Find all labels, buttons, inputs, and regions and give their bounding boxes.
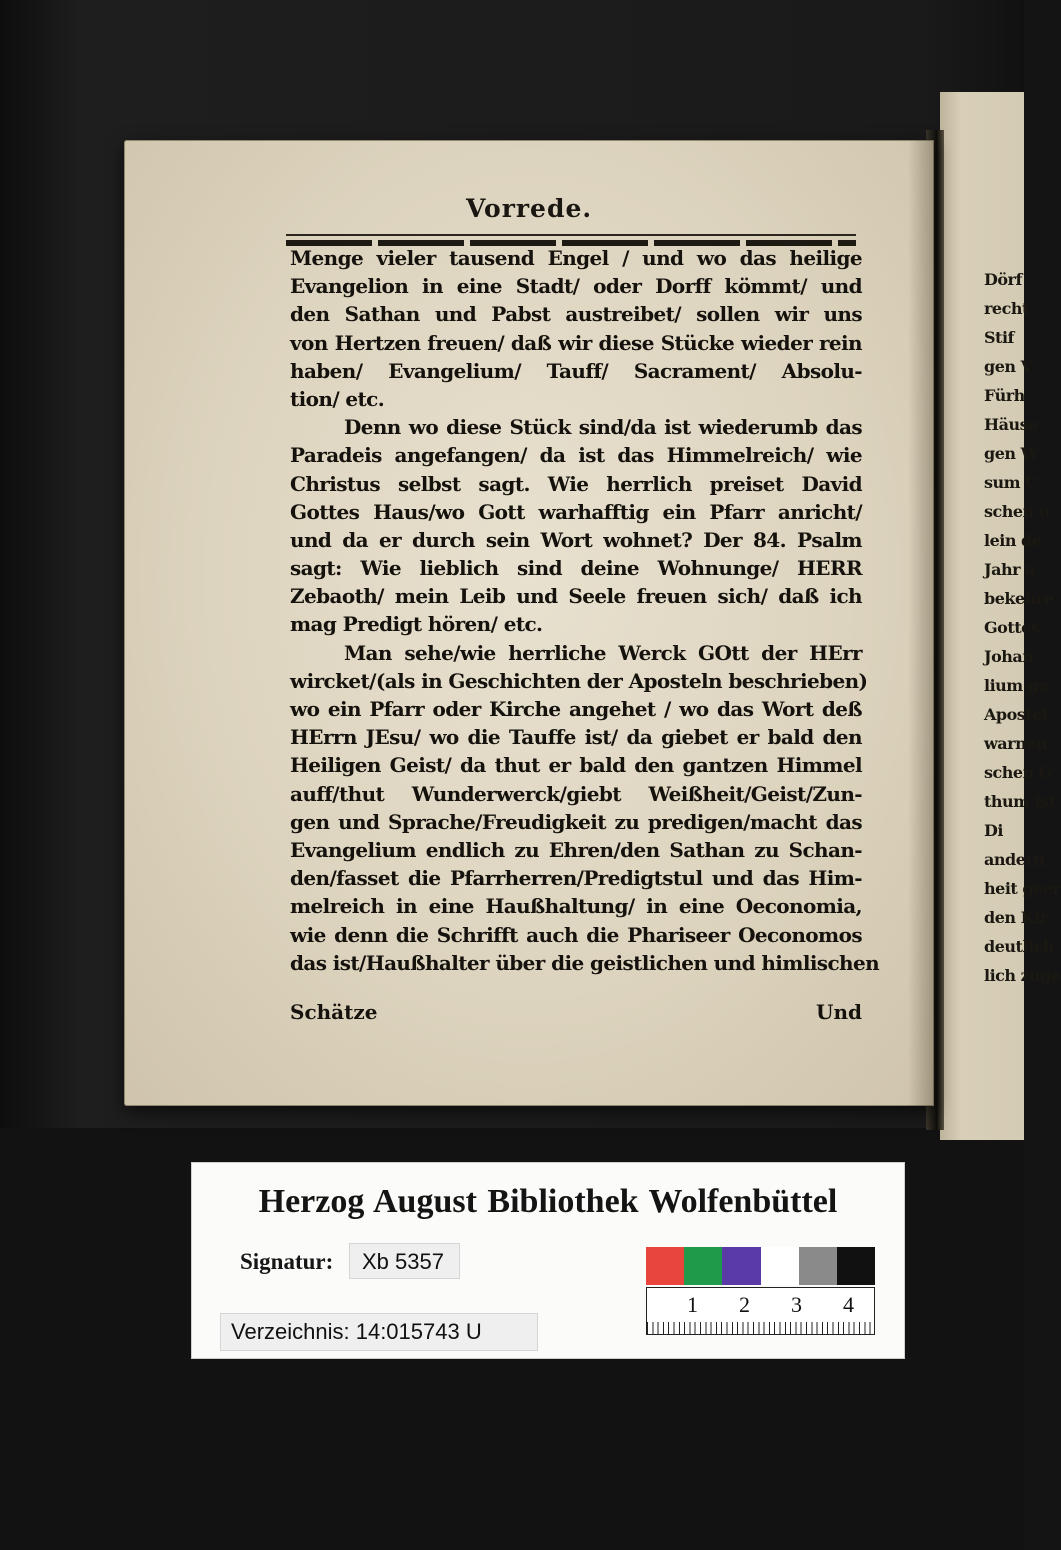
library-card [191,1162,905,1359]
color-swatch [722,1247,760,1285]
text-line: gen und Sprache/Freudigkeit zu predigen/macht das [290,809,862,834]
facing-page-line: thum ist [984,792,1056,811]
color-swatch [761,1247,799,1285]
facing-page-line: deutlich [984,937,1054,956]
facing-page-line: Apostel [984,705,1048,724]
text-line: sagt: Wie lieblich sind deine Wohnunge/ HERR [290,556,862,581]
measurement-scale [646,1287,875,1335]
text-line: HErrn JEsu/ wo die Tauffe ist/ da giebet er bald den [290,725,862,750]
facing-page-line: lium ge [984,676,1049,695]
text-line: Menge vieler tausend Engel / und wo das heilige [290,246,862,270]
text-line: Paradeis angefangen/ da ist das Himmelreich/ wie [290,443,862,468]
signatur-label: Signatur: [240,1249,334,1274]
text-line: Christus selbst sagt. Wie herrlich preiset David [290,471,862,496]
scale-number: 4 [843,1292,854,1317]
facing-page-line: sum C [984,473,1038,492]
facing-page-line: Stif [984,328,1014,347]
facing-page-line: warnen [984,734,1048,753]
header-rule [286,234,856,236]
text-line: von Hertzen freuen/ daß wir diese Stücke wieder rein [290,330,862,355]
facing-page-line: bekehre [984,589,1054,608]
verzeichnis-field: Verzeichnis: 14:015743 U [220,1313,538,1351]
text-line: tion/ etc. [290,386,385,411]
color-calibration-chart [646,1247,875,1285]
text-line: Evangelium endlich zu Ehren/den Sathan zu Schan- [290,837,862,862]
text-line: wie denn die Schrifft auch die Phariseer Oeconomos [290,922,862,947]
text-line: auff/thut Wunderwerck/giebt Weißheit/Geist/Zun- [290,781,862,806]
facing-page-line: Häuse [984,415,1038,434]
color-swatch [684,1247,722,1285]
text-line: Zebaoth/ mein Leib und Seele freuen sich/ daß ich [290,584,862,609]
text-line: melreich in eine Haußhaltung/ in eine Oeconomia, [290,894,862,919]
facing-page-line: Johan [984,647,1034,666]
text-line: wircket/(als in Geschichten der Aposteln beschrieben) [290,668,868,693]
facing-page-line: schen G [984,763,1052,782]
facing-page-line: Fürh [984,386,1025,405]
text-line: und da er durch sein Wort wohnet? Der 84. Psalm [290,527,862,552]
facing-page-line: Di [984,821,1003,840]
facing-page-line: den Kir [984,908,1048,927]
text-line: das ist/Haußhalter über die geistlichen und himlischen [290,950,880,975]
library-name: Herzog August Bibliothek Wolfenbüttel [258,1183,838,1220]
facing-page-line: Dörf [984,270,1022,289]
text-line: haben/ Evangelium/ Tauff/ Sacrament/ Absolu- [290,358,862,383]
facing-page-line: Jahr a [984,560,1035,579]
color-swatch [837,1247,875,1285]
text-line: Evangelion in eine Stadt/ oder Dorff kömmt/ und [290,274,862,299]
facing-page-line: lich zuge [984,966,1061,985]
scale-ticks [647,1322,874,1334]
scale-number: 1 [687,1292,698,1317]
color-swatch [799,1247,837,1285]
facing-page-line: gen V [984,357,1033,376]
page-footer-line [290,998,862,1026]
scale-number: 2 [739,1292,750,1317]
facing-page-line: recht [984,299,1029,318]
text-line: Gottes Haus/wo Gott warhafftig ein Pfarr anricht/ [290,499,862,524]
book-page [124,140,934,1106]
facing-page-line: andern [984,850,1045,869]
text-line: Man sehe/wie herrliche Werck GOtt der HErr [344,640,862,665]
facing-page [940,92,1061,1140]
facing-page-line: gen W [984,444,1039,463]
color-swatch [646,1247,684,1285]
catchword: Und [816,1000,862,1024]
text-line: Denn wo diese Stück sind/da ist wiederumb das [344,415,862,440]
signatur-value: Xb 5357 [349,1243,460,1279]
text-line: den/fasset die Pfarrherren/Predigtstul und das Him- [290,866,862,891]
text-line: mag Predigt hören/ etc. [290,612,543,637]
scale-number: 3 [791,1292,802,1317]
facing-page-line: Gottes [984,618,1040,637]
facing-page-line: heit geer [984,879,1061,898]
page-header: Vorrede. [465,194,593,223]
text-line: wo ein Pfarr oder Kirche angehet / wo das Wort deß [290,697,862,721]
body-text [290,244,880,977]
text-line: Heiligen Geist/ da thut er bald den gantzen Himmel [290,753,862,778]
last-word: Schätze [290,1000,378,1024]
facing-page-line: lein de [984,531,1042,550]
text-line: den Sathan und Pabst austreibet/ sollen wir uns [290,302,862,327]
facing-page-line: schen u [984,502,1050,521]
